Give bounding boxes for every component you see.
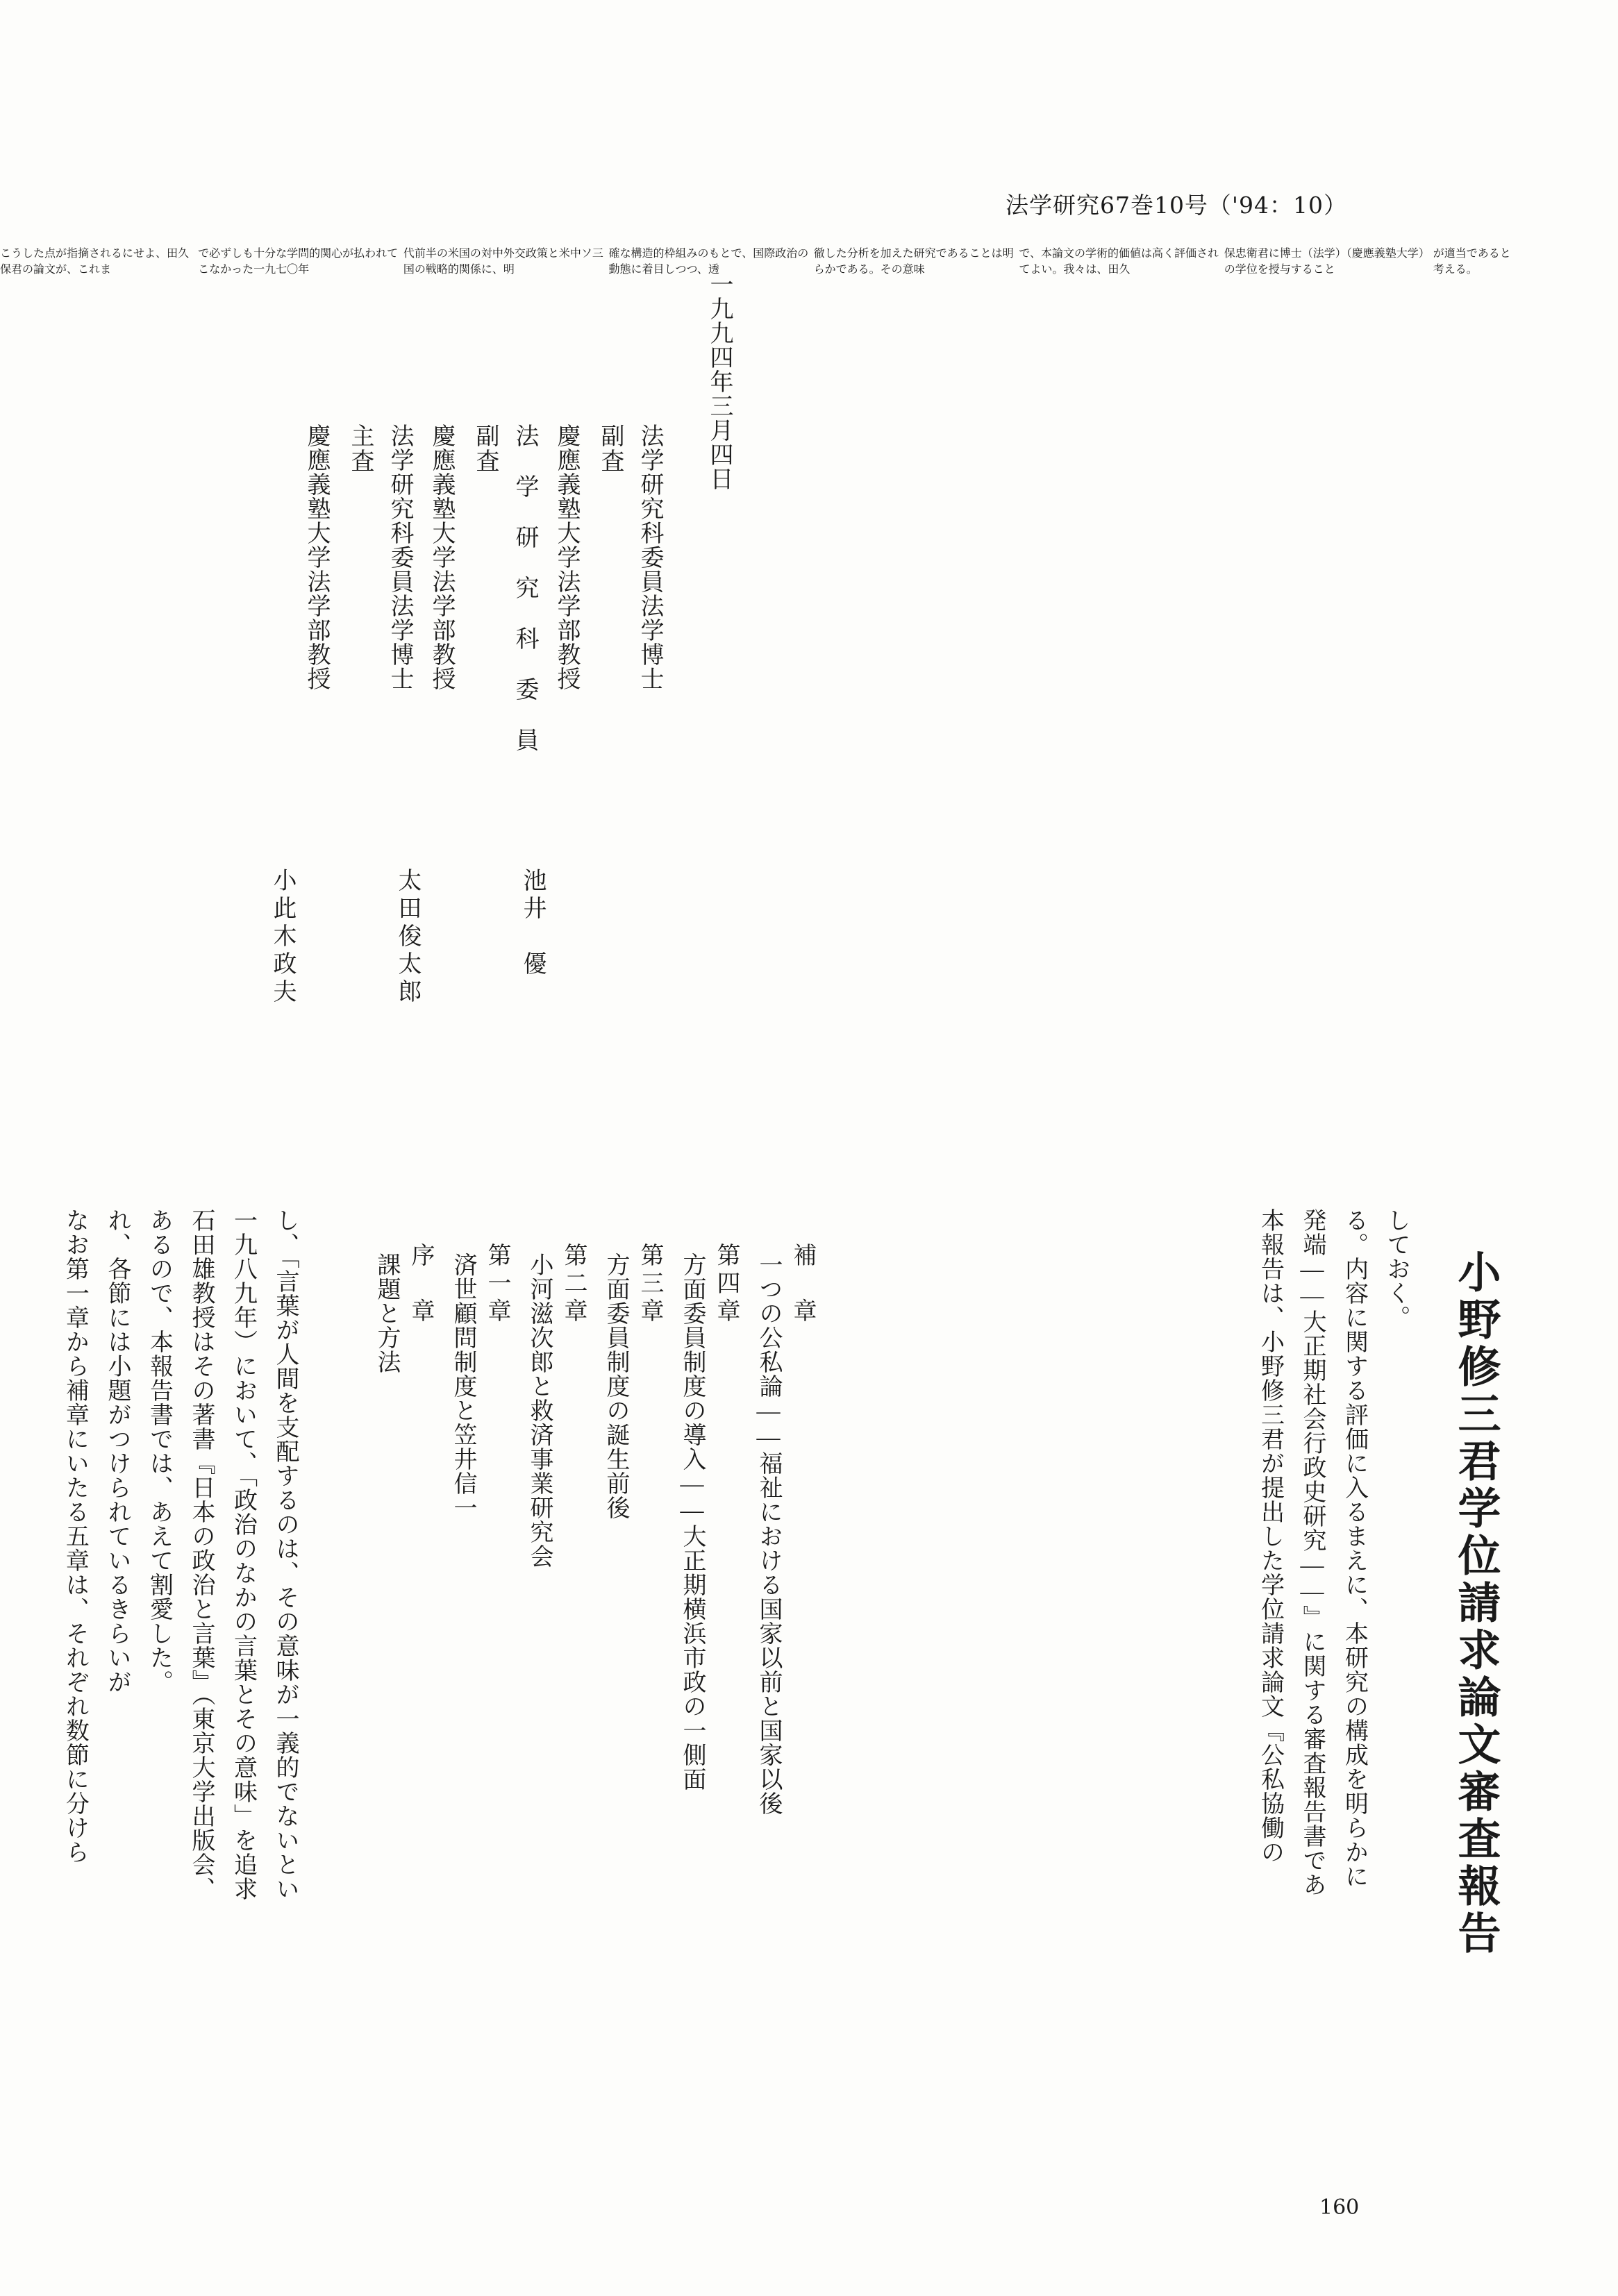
body-column: 徹した分析を加えた研究であることは明らかである。その意味 bbox=[813, 248, 1014, 276]
page-title: 小野修三君学位請求論文審査報告 bbox=[1451, 1250, 1501, 1958]
list-item bbox=[590, 1243, 667, 2120]
body-column: なお第一章から補章にいたる五章は、それぞれ数節に分けら bbox=[62, 1208, 88, 1864]
body-column: れ、各節には小題がつけられているきらいが bbox=[103, 1208, 130, 1694]
body-column: で、本論文の学術的価値は高く評価されてよい。我々は、田久 bbox=[1019, 248, 1219, 276]
contents-text: 方面委員制度の誕生前後 bbox=[603, 1252, 628, 1520]
lower-report-intro bbox=[1249, 1208, 1417, 2194]
examiner-name: 小此木政夫 bbox=[269, 868, 295, 1007]
body-column: し、「言葉が人間を支配するのは、その意味が一義的でないとい bbox=[272, 1208, 298, 1901]
list-item bbox=[361, 1243, 437, 2120]
body-column: 石田雄教授はその著書『日本の政治と言葉』（東京大学出版会、 bbox=[187, 1208, 214, 1901]
body-column: 一九八九年）において、「政治のなかの言葉とその意味」を追求 bbox=[230, 1208, 256, 1901]
examiner-affiliation: 法 学 研 究 科 委 員 bbox=[512, 424, 537, 752]
contents-text: 課題と方法 bbox=[374, 1252, 399, 1374]
body-column: 確な構造的枠組みのもとで、国際政治の動態に着目しつつ、透 bbox=[608, 248, 809, 276]
examiner-name: 太田俊太郎 bbox=[394, 868, 420, 1007]
list-item bbox=[743, 1243, 819, 2120]
examiner-list bbox=[269, 424, 667, 1062]
upper-report-body bbox=[0, 244, 1514, 276]
lower-report-tail bbox=[53, 1208, 306, 2194]
body-column: る。内容に関する評価に入るまえに、本研究の構成を明らかに bbox=[1341, 1208, 1367, 1888]
contents-label: 第三章 bbox=[637, 1243, 662, 1326]
body-column: 発端――大正期社会行政史研究――』に関する審査報告書であ bbox=[1299, 1208, 1325, 1897]
examiner-entry bbox=[269, 424, 377, 1062]
examiner-affiliation: 慶應義塾大学法学部教授 bbox=[303, 424, 329, 691]
body-column: 本報告は、小野修三君が提出した学位請求論文『公私協働の bbox=[1257, 1208, 1283, 1864]
contents-label: 序 章 bbox=[408, 1243, 433, 1326]
contents-label: 第一章 bbox=[484, 1243, 510, 1326]
contents-label: 補 章 bbox=[790, 1243, 815, 1326]
list-item bbox=[667, 1243, 743, 2120]
examiner-entry bbox=[508, 424, 542, 854]
examiner-role: 主査 bbox=[347, 424, 373, 474]
examiner-affiliation: 慶應義塾大学法学部教授 bbox=[553, 424, 579, 691]
contents-text: 小河滋次郎と救済事業研究会 bbox=[526, 1252, 552, 1568]
body-column: あるので、本報告書では、あえて割愛した。 bbox=[146, 1208, 172, 1694]
examiner-affiliation: 法学研究科委員法学博士 bbox=[387, 424, 412, 691]
contents-label: 第四章 bbox=[713, 1243, 739, 1326]
contents-text: 一つの公私論――福祉における国家以前と国家以後 bbox=[756, 1252, 781, 1816]
contents-list bbox=[361, 1243, 819, 2120]
page-number: 160 bbox=[1319, 2195, 1360, 2220]
running-header: 法学研究67巻10号（'94：10） bbox=[1005, 192, 1347, 219]
body-column: 保忠衛君に博士（法学）（慶應義塾大学）の学位を授与すること bbox=[1224, 248, 1430, 276]
body-column: で必ずしも十分な学問的関心が払われてこなかった一九七〇年 bbox=[198, 248, 399, 276]
list-item bbox=[514, 1243, 590, 2120]
examiner-entry bbox=[383, 424, 417, 854]
examiner-entry bbox=[633, 424, 667, 854]
body-column: しておく。 bbox=[1383, 1208, 1409, 1330]
examiner-affiliation: 法学研究科委員法学博士 bbox=[637, 424, 662, 691]
contents-label: 第二章 bbox=[560, 1243, 586, 1326]
body-column: こうした点が指摘されるにせよ、田久保君の論文が、これま bbox=[0, 248, 190, 276]
body-column: 代前半の米国の対中外交政策と米中ソ三国の戦略的関係に、明 bbox=[403, 248, 603, 276]
report-date: 一九九四年三月四日 bbox=[706, 272, 732, 491]
contents-text: 済世顧問制度と笠井信一 bbox=[450, 1252, 476, 1520]
examiner-name: 池井 優 bbox=[519, 868, 545, 979]
examiner-role: 副査 bbox=[597, 424, 623, 474]
examiner-role: 副査 bbox=[472, 424, 498, 474]
examiner-affiliation: 慶應義塾大学法学部教授 bbox=[428, 424, 454, 691]
body-column: が適当であると考える。 bbox=[1433, 248, 1511, 276]
list-item bbox=[437, 1243, 514, 2120]
contents-text: 方面委員制度の導入――大正期横浜市政の一側面 bbox=[679, 1252, 705, 1791]
